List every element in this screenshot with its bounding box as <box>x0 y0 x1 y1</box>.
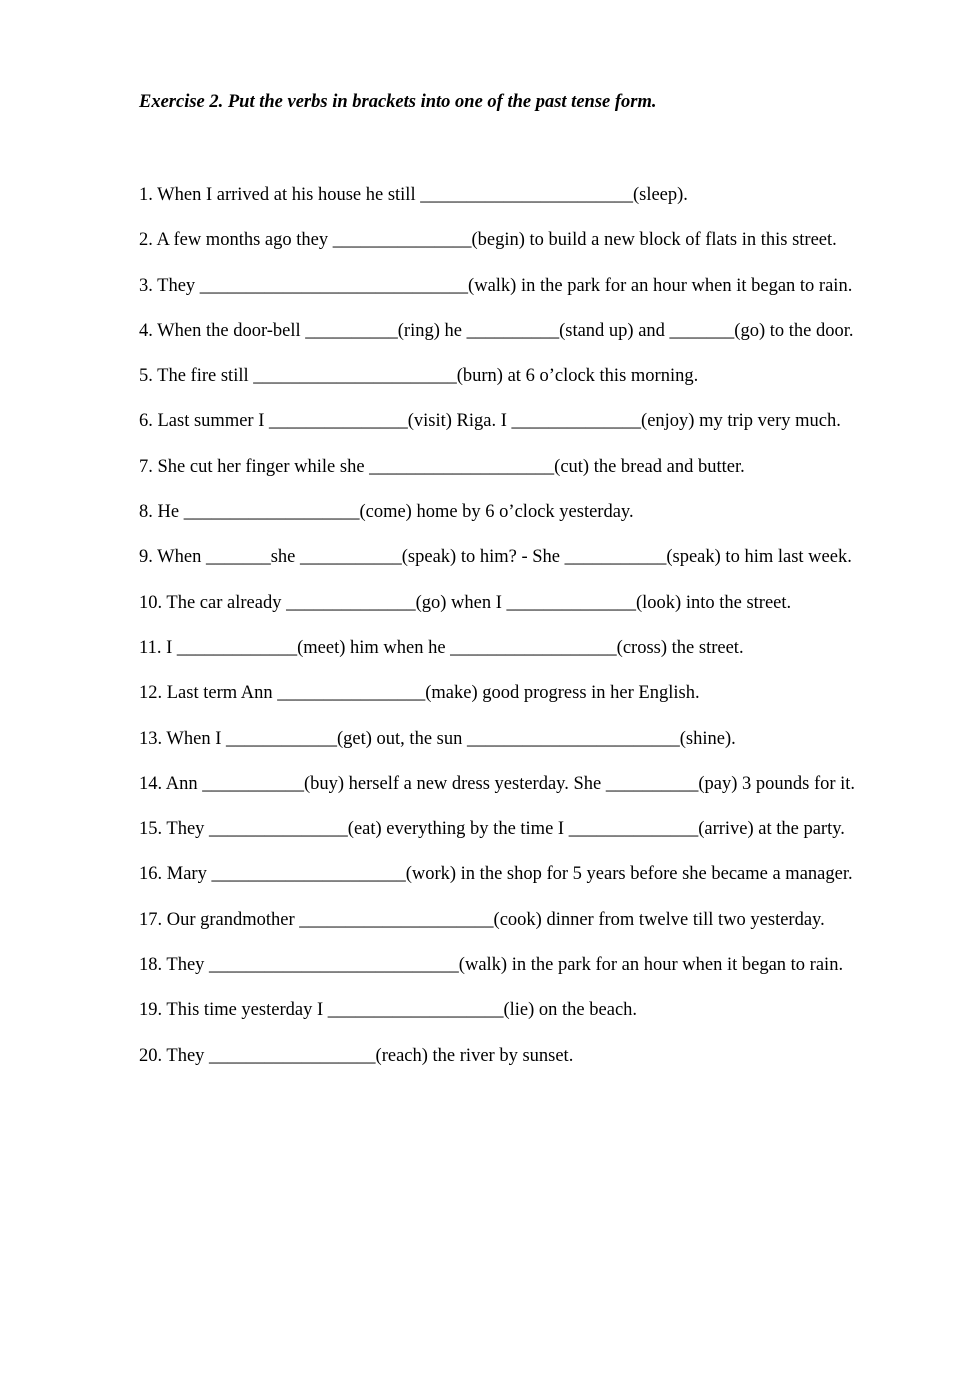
exercise-item: 19. This time yesterday I ___________________(lie) on the beach. <box>139 1000 638 1021</box>
exercise-item: 8. He ___________________(come) home by 6 o’clock yesterday. <box>139 502 634 523</box>
exercise-item: 5. The fire still ______________________(burn) at 6 o’clock this morning. <box>139 366 699 387</box>
exercise-item: 3. They _____________________________(walk) in the park for an hour when it began to rain. <box>139 275 853 296</box>
exercise-item: 1. When I arrived at his house he still _______________________(sleep). <box>139 185 688 205</box>
exercise-list <box>139 183 855 1089</box>
exercise-title: Exercise 2. Put the verbs in brackets into one of the past tense form. <box>139 92 657 112</box>
exercise-item: 2. A few months ago they _______________(begin) to build a new block of flats in this street. <box>139 230 837 251</box>
exercise-item: 17. Our grandmother _____________________(cook) dinner from twelve till two yesterday. <box>139 909 825 930</box>
exercise-item: 18. They ___________________________(walk) in the park for an hour when it began to rain. <box>139 955 844 976</box>
exercise-item: 16. Mary _____________________(work) in the shop for 5 years before she became a manager. <box>139 864 853 885</box>
exercise-item: 11. I _____________(meet) him when he __________________(cross) the street. <box>139 637 744 658</box>
exercise-item: 6. Last summer I _______________(visit) Riga. I ______________(enjoy) my trip very much. <box>139 411 841 432</box>
exercise-item: 15. They _______________(eat) everything by the time I ______________(arrive) at the party. <box>139 819 845 840</box>
exercise-item: 10. The car already ______________(go) when I ______________(look) into the street. <box>139 592 792 613</box>
exercise-item: 20. They __________________(reach) the river by sunset. <box>139 1045 574 1066</box>
exercise-item: 9. When _______she ___________(speak) to him? - She ___________(speak) to him last week. <box>139 547 852 568</box>
exercise-item: 14. Ann ___________(buy) herself a new dress yesterday. She __________(pay) 3 pounds for it. <box>139 773 856 794</box>
exercise-item: 12. Last term Ann ________________(make) good progress in her English. <box>139 683 700 704</box>
exercise-item: 4. When the door-bell __________(ring) he __________(stand up) and _______(go) to the door. <box>139 320 854 341</box>
exercise-item: 13. When I ____________(get) out, the sun _______________________(shine). <box>139 728 736 749</box>
exercise-item: 7. She cut her finger while she ____________________(cut) the bread and butter. <box>139 456 745 477</box>
